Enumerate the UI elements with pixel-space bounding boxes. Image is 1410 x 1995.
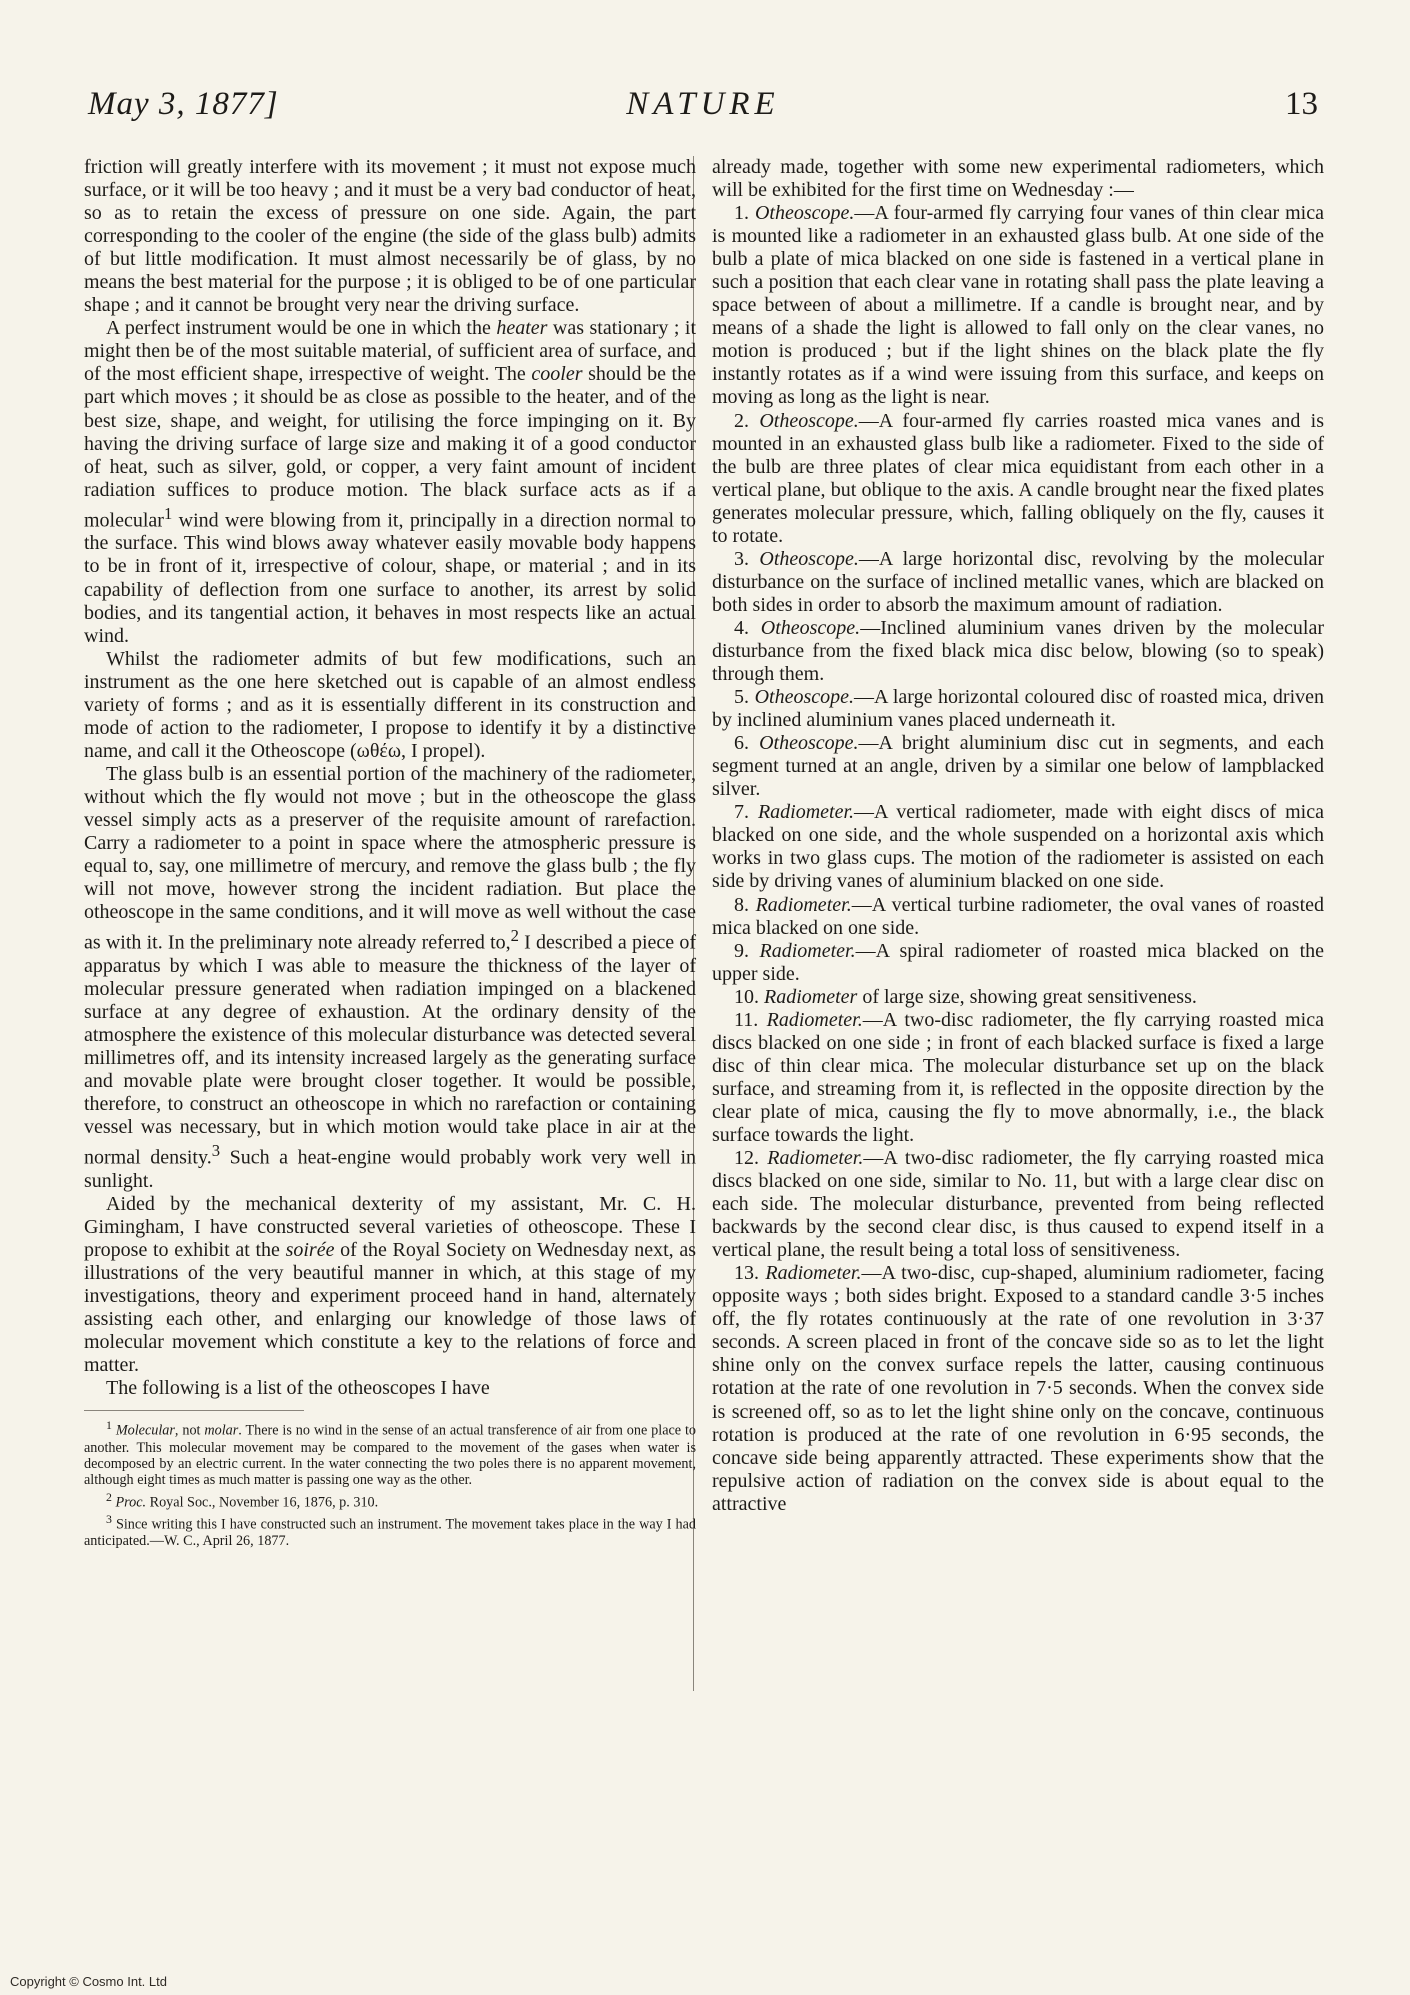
list-item [712, 732, 1324, 801]
item-title: Otheoscope. [759, 732, 859, 755]
item-title: Radiometer. [757, 801, 855, 824]
item-number: 6. [734, 732, 749, 755]
item-text: —A four-armed fly carrying four vanes of thin clear mica is mounted like a radiometer in an exhausted glass bulb. At one side of the bulb a plate of mica blacked on one side is fastened in a vertical plane in such a position that each clear vane in rotating shall pass the plate leaving a space between of about a millimetre. If a candle is brought near, and by means of a shade the light is allowed to fall only on the clear vanes, no motion is produced ; but if the light shines on the black plate the fly instantly rotates as if a wind were issuing from this surface, and keeps on moving as long as the light is near. [712, 202, 1324, 409]
list-item [712, 686, 1324, 732]
item-text: —A vertical radiometer, made with eight discs of mica blacked on one side, and the whole suspended on a horizontal axis which works in two glass cups. The motion of the radiometer is assisted on each side by driving vanes of aluminium blacked on one side. [712, 801, 1324, 893]
item-number: 10. [734, 985, 759, 1008]
footnote-ref: 3 [211, 1141, 221, 1161]
item-number: 7. [734, 801, 749, 824]
item-text: —A two-disc radiometer, the fly carrying roasted mica discs blacked on one side, similar to No. 11, but with a large clear disc on each side. The molecular disturbance, prevented from being reflected backwards by the second clear disc, is thus caused to expend itself in a vertical plane, the result being a total loss of sensitiveness. [712, 1147, 1324, 1262]
item-text: —A bright aluminium disc cut in segments, and each segment turned at an angle, driven by a similar one below of lampblacked silver. [712, 732, 1325, 801]
item-title: Otheoscope. [754, 686, 854, 709]
item-title: Otheoscope. [759, 409, 859, 432]
item-text: —Inclined aluminium vanes driven by the molecular disturbance from the fixed black mica disc below, blowing (so to speak) through them. [712, 616, 1324, 686]
list-item [712, 986, 1324, 1009]
footnote-1: $^1$ Molecular, not molar. There is no wind in the sense of an actual transference of air from one place to another. This molecular movement may be compared to the movement of the gases when water is decomposed by an electric current. In the water connecting the two poles there is no apparent movement, although eight times as much matter is passing one way as the other. [84, 1418, 697, 1489]
item-title: Radiometer. [767, 1147, 864, 1170]
item-number: 2. [734, 409, 749, 432]
paragraph: already made, together with some new experimental radiometers, which will be exhibited for the first time on Wednesday :— [712, 156, 1324, 202]
issue-date: May 3, 1877] [88, 86, 279, 122]
copyright-watermark: Copyright © Cosmo Int. Ltd [10, 1974, 167, 1989]
left-column [84, 156, 696, 1550]
item-number: 3. [734, 547, 749, 570]
item-text: —A spiral radiometer of roasted mica blacked on the upper side. [712, 939, 1325, 985]
list-item [712, 1262, 1324, 1516]
footnote-3: $^3$ Since writing this I have constructed such an instrument. The movement takes place in the way I had anticipated.—W. C., April 26, 1877. [84, 1511, 696, 1550]
page-number: 13 [1285, 86, 1318, 122]
item-number: 5. [734, 686, 749, 709]
item-number: 4. [734, 616, 749, 639]
running-header [88, 86, 1318, 136]
item-number: 1. [734, 202, 749, 225]
list-item [712, 410, 1324, 548]
list-item [712, 1147, 1324, 1262]
item-number: 11. [734, 1008, 759, 1031]
item-number: 12. [734, 1147, 759, 1170]
item-title: Radiometer. [755, 893, 852, 916]
footnote-2: $^2$ Proc. Royal Soc., November 16, 1876, p. 310. [106, 1489, 379, 1511]
paragraph: The glass bulb is an essential portion of the machinery of the radiometer, without which the fly would not move ; but in the otheoscope the glass vessel simply acts as a preserver of the requisite amount of rarefaction. Carry a radiometer to a point in space where the atmospheric pressure is equal to, say, one millimetre of mercury, and remove the glass bulb ; the fly will not move, however strong the incident radiation. But place the otheoscope in the same conditions, and it will move as well without the case as with it. In the preliminary note already referred to,$^2$ I described a piece of apparatus by which I was able to measure the thickness of the layer of molecular pressure generated when radiation impinged on a blackened surface at any degree of exhaustion. At the ordinary density of the atmosphere the existence of this molecular disturbance was detected several millimetres off, and its intensity increased largely as the generating surface and movable plate were brought closer together. It would be possible, therefore, to construct an otheoscope in which no rarefaction or containing vessel was necessary, but in which motion would take place in air at the normal density.$^3$ Such a heat-engine would probably work very well in sunlight. [84, 762, 697, 1192]
item-text: of large size, showing great sensitiveness. [857, 985, 1197, 1008]
item-text: —A large horizontal disc, revolving by the molecular disturbance on the surface of inclined metallic vanes, which are blacked on both sides in order to absorb the maximum amount of radiation. [712, 547, 1325, 616]
item-text: —A two-disc radiometer, the fly carrying roasted mica discs blacked on one side ; in front of each blacked surface is fixed a large disc of thin clear mica. The molecular disturbance set up on the black surface, and streaming from it, is reflected in the opposite direction by the clear plate of mica, causing the fly to move abnormally, i.e., the black surface towards the light. [712, 1008, 1324, 1146]
list-item [712, 801, 1324, 893]
item-number: 9. [734, 939, 749, 962]
list-item [712, 1009, 1324, 1147]
footnote-ref: 1 [163, 503, 173, 523]
paragraph: The following is a list of the otheoscopes I have [106, 1377, 490, 1400]
item-title: Radiometer. [766, 1008, 863, 1031]
item-number: 8. [734, 893, 749, 916]
right-column [712, 156, 1324, 1516]
paragraph: A perfect instrument would be one in which the heater was stationary ; it might then be of the most suitable material, of sufficient area of surface, and of the most efficient shape, irrespective of weight. The cooler should be the part which moves ; it should be as close as possible to the heater, and of the best size, shape, and weight, for utilising the force impinging on it. By having the driving surface of large size and making it of a good conductor of heat, such as silver, gold, or copper, a very faint amount of incident radiation suffices to produce motion. The black surface acts as if a molecular$^1$ wind were blowing from it, principally in a direction normal to the surface. This wind blows away whatever easily movable body happens to be in front of it, irrespective of colour, shape, or material ; and in its capability of deflection from one surface to another, its arrest by solid bodies, and its tangential action, it behaves in most respects like an actual wind. [84, 317, 697, 647]
item-text: —A four-armed fly carries roasted mica vanes and is mounted in an exhausted glass bulb like a radiometer. Fixed to the side of the bulb are three plates of clear mica equidistant from each other in a vertical plane, but oblique to the axis. A candle brought near the fixed plates generates molecular pressure, which, falling obliquely on the fly, causes it to rotate. [712, 409, 1324, 547]
footnote-ref: 2 [510, 926, 519, 946]
paragraph: Aided by the mechanical dexterity of my assistant, Mr. C. H. Gimingham, I have constructed several varieties of otheoscope. These I propose to exhibit at the soirée of the Royal Society on Wednesday next, as illustrations of the very beautiful manner in which, at this stage of my investigations, theory and experiment proceed hand in hand, alternately assisting each other, and enlarging our knowledge of those laws of molecular movement which constitute a key to the relations of force and matter. [84, 1193, 696, 1377]
list-item [712, 617, 1324, 686]
item-title: Otheoscope. [759, 547, 859, 570]
item-title: Otheoscope. [760, 616, 861, 639]
item-title: Otheoscope. [754, 202, 855, 225]
item-text: —A two-disc, cup-shaped, aluminium radiometer, facing opposite ways ; both sides bright. Exposed to a standard candle 3·5 inches off, the fly rotates continuously at the rate of one revolution in 3·37 seconds. A screen placed in front of the concave side so as to let the light shine only on the convex surface repels the latter, causing continuous rotation at the rate of one revolution in 7·5 seconds. When the convex side is screened off, so as to let the light shine only on the concave, continuous rotation is produced at the rate of one revolution in 6·95 seconds, the concave side being apparently attracted. These experiments show that the repulsive action of radiation on the convex side is about equal to the attractive [712, 1262, 1324, 1515]
item-title: Radiometer [764, 985, 858, 1008]
item-title: Radiometer. [765, 1262, 862, 1285]
list-item [712, 940, 1324, 986]
paragraph: friction will greatly interfere with its movement ; it must not expose much surface, or it will be too heavy ; and it must be a very bad conductor of heat, so as to retain the excess of pressure on one side. Again, the part corresponding to the cooler of the engine (the side of the glass bulb) admits of but little modification. It must almost necessarily be of glass, by no means the best material for the purpose ; it is obliged to be of one particular shape ; and it cannot be brought very near the driving surface. [84, 156, 696, 317]
item-title: Radiometer. [759, 939, 856, 962]
item-text: —A large horizontal coloured disc of roasted mica, driven by inclined aluminium vanes placed underneath it. [712, 686, 1324, 732]
item-text: —A vertical turbine radiometer, the oval vanes of roasted mica blacked on one side. [712, 893, 1324, 939]
footnote-rule [84, 1410, 304, 1411]
item-number: 13. [734, 1262, 759, 1285]
list-item [712, 202, 1324, 409]
list-item [712, 548, 1324, 617]
list-item [712, 894, 1324, 940]
paragraph: Whilst the radiometer admits of but few modifications, such an instrument as the one here sketched out is capable of an almost endless variety of forms ; and as it is essentially different in its construction and mode of action to the radiometer, I propose to identify it by a distinctive name, and call it the Otheoscope (ωθέω, I propel). [84, 647, 696, 762]
otheoscope-list [712, 202, 1324, 1516]
journal-title: NATURE [626, 86, 780, 122]
